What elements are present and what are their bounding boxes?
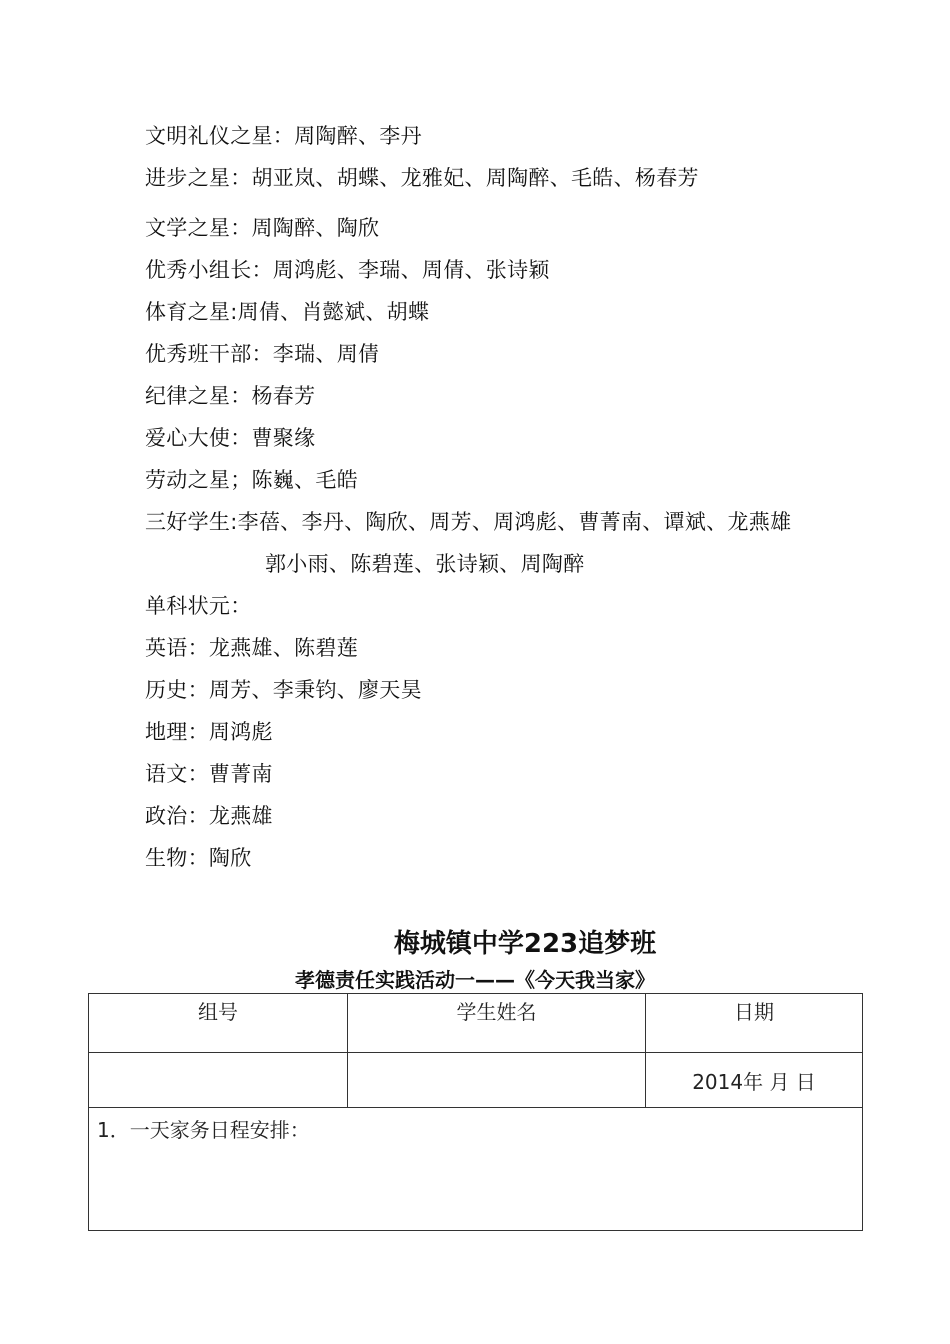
award-line-three-good: 三好学生:李蓓、李丹、陶欣、周芳、周鸿彪、曹菁南、谭斌、龙燕雄: [145, 510, 792, 534]
group-number-field[interactable]: [89, 1053, 348, 1108]
award-line-etiquette: 文明礼仪之星：周陶醉、李丹: [145, 124, 422, 148]
award-line-politics: 政治：龙燕雄: [145, 804, 273, 828]
award-line-english: 英语：龙燕雄、陈碧莲: [145, 636, 358, 660]
chore-schedule-label: 1．一天家务日程安排：: [97, 1118, 310, 1142]
award-line-class-cadre: 优秀班干部：李瑞、周倩: [145, 342, 380, 366]
award-line-literature: 文学之星：周陶醉、陶欣: [145, 216, 380, 240]
header-date: 日期: [646, 994, 863, 1053]
header-group-number: 组号: [89, 994, 348, 1053]
award-line-geography: 地理：周鸿彪: [145, 720, 273, 744]
header-student-name: 学生姓名: [348, 994, 646, 1053]
award-line-sports: 体育之星:周倩、肖懿斌、胡蝶: [145, 300, 430, 324]
student-name-field[interactable]: [348, 1053, 646, 1108]
award-line-group-leader: 优秀小组长：周鸿彪、李瑞、周倩、张诗颖: [145, 258, 550, 282]
award-line-subject-heading: 单科状元：: [145, 594, 252, 618]
activity-form-table: [88, 993, 863, 1231]
award-line-chinese: 语文：曹菁南: [145, 762, 273, 786]
award-line-love: 爱心大使：曹聚缘: [145, 426, 316, 450]
award-line-discipline: 纪律之星：杨春芳: [145, 384, 316, 408]
award-line-labor: 劳动之星；陈巍、毛皓: [145, 468, 358, 492]
award-line-three-good-cont: 郭小雨、陈碧莲、张诗颖、周陶醉: [265, 552, 585, 576]
date-field[interactable]: 2014年 月 日: [646, 1053, 863, 1108]
form-subtitle: 孝德责任实践活动一——《今天我当家》: [295, 968, 655, 992]
award-line-biology: 生物：陶欣: [145, 846, 252, 870]
form-title: 梅城镇中学223追梦班: [393, 929, 657, 959]
award-line-history: 历史：周芳、李秉钧、廖天昊: [145, 678, 422, 702]
award-line-progress: 进步之星：胡亚岚、胡蝶、龙雅妃、周陶醉、毛皓、杨春芳: [145, 166, 699, 190]
chore-schedule-field[interactable]: [89, 1108, 863, 1231]
